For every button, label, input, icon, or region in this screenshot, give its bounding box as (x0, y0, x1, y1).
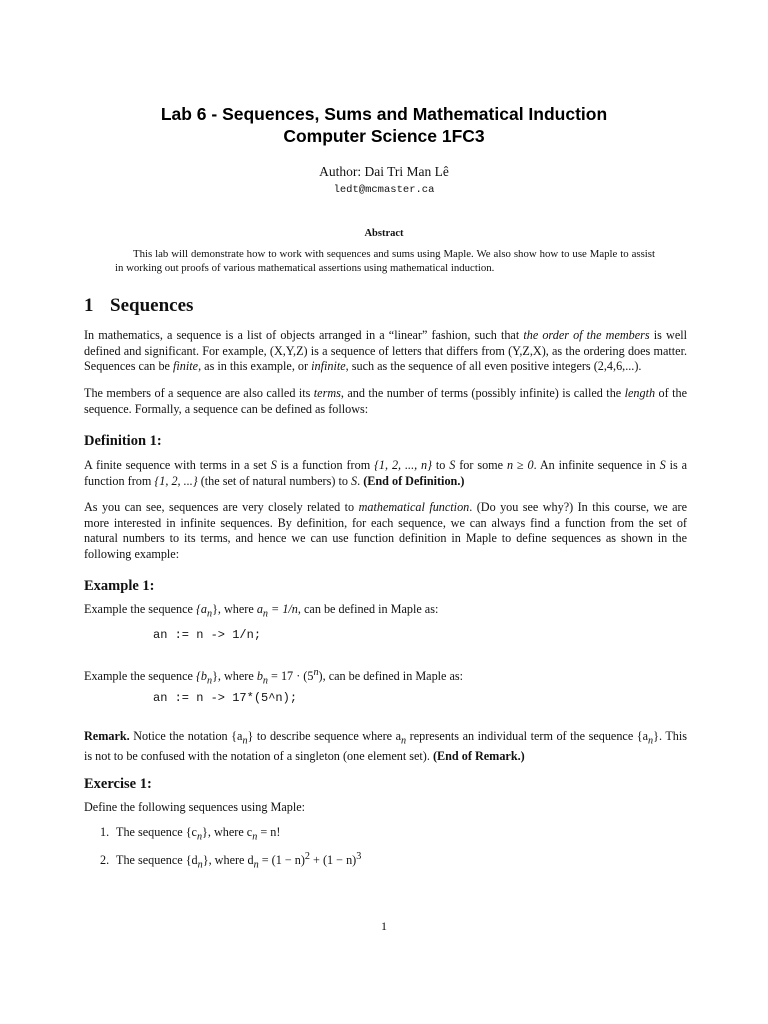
remark-label: Remark. (84, 729, 130, 743)
text: As you can see, sequences are very closely related to (84, 500, 359, 514)
text: is well defined and significant. For example, (X,Y,Z) is a sequence of letters that differs from (Y,Z,X), as the ordering does matter. Sequences can be (84, 328, 688, 373)
math: n (401, 735, 407, 747)
math: S (449, 458, 456, 472)
text: Notice the notation {a (129, 729, 243, 743)
definition-1-heading: Definition 1: (84, 433, 162, 449)
text: . (357, 473, 364, 488)
math: = n! (257, 825, 281, 839)
section-1-heading (84, 295, 193, 317)
math: n (196, 831, 203, 843)
maple-code-1: an := n -> 1/n; (153, 628, 262, 642)
math: n (262, 608, 268, 620)
text: In mathematics, a sequence is a list of objects arranged in a “linear” fashion, such that (84, 328, 524, 342)
maple-code-2: an := n -> 17*(5^n); (153, 691, 298, 705)
math: S (351, 473, 358, 488)
text: Example the sequence (84, 669, 197, 684)
text: is a function from (84, 458, 687, 488)
emphasis: the order of the members (523, 328, 650, 342)
text: }, where (212, 669, 257, 684)
text: Example the sequence (84, 602, 197, 616)
example-1-line-1 (84, 602, 687, 622)
doc-title-line1: Lab 6 - Sequences, Sums and Mathematical Induction (160, 104, 608, 124)
section-title: Sequences (110, 295, 194, 316)
text: , such as the sequence of all even positive integers (2,4,6,...). (345, 359, 642, 373)
abstract-text: This lab will demonstrate how to work with sequences and sums using Maple. We also show how to use Maple to assist in working out proofs of various mathematical assertions using mathematical induction. (115, 248, 655, 274)
math: a (256, 602, 263, 616)
text: , as in this example, or (198, 359, 312, 373)
math: {b (196, 669, 207, 684)
math: n (262, 675, 268, 687)
example-1-heading: Example 1: (84, 578, 155, 594)
text: The members of a sequence are also called its (84, 386, 314, 400)
math: {1, 2, ..., n} (374, 458, 433, 472)
remark-paragraph (84, 729, 687, 764)
text: }, where (212, 602, 257, 616)
paragraph-after-definition (84, 500, 687, 562)
math: + (1 − n) (310, 853, 357, 868)
emphasis: mathematical function (358, 500, 470, 514)
emphasis: length (624, 386, 656, 400)
math: {a (196, 602, 207, 616)
list-number: 2. (100, 853, 110, 868)
math: = (1 − n) (258, 853, 305, 868)
math: n (648, 735, 654, 747)
math: n ≥ 0 (506, 458, 534, 472)
text: , and the number of terms (possibly infinite) is called the (340, 386, 625, 400)
end-marker: (End of Definition.) (363, 473, 465, 488)
math: {1, 2, ...} (154, 473, 198, 488)
exercise-list-item (100, 849, 680, 873)
text: of the sequence. Formally, a sequence can be defined as follows: (84, 386, 687, 416)
math: = 17 · (5 (268, 669, 314, 684)
math: n (253, 859, 259, 871)
abstract-heading: Abstract (364, 228, 404, 239)
text: The sequence {c (116, 825, 197, 839)
math: S (659, 458, 666, 472)
text: }, where c (202, 825, 253, 839)
math: n (242, 735, 248, 747)
author-email: ledt@mcmaster.ca (333, 184, 435, 196)
definition-1-text (84, 458, 687, 489)
page-number: 1 (381, 919, 387, 933)
text: , can be defined in Maple as: (322, 669, 464, 684)
exercise-1-heading: Exercise 1: (84, 776, 152, 792)
text: (the set of natural numbers) to (197, 473, 351, 488)
math: n (206, 675, 213, 687)
math: ) (318, 669, 323, 684)
math: = 1/n (268, 602, 298, 616)
exercise-1-intro: Define the following sequences using Maple: (84, 800, 306, 814)
text: }, where d (202, 853, 254, 868)
section-1-paragraph-1 (84, 328, 687, 375)
text: to (432, 458, 450, 472)
text: } to describe sequence where a (247, 729, 402, 743)
math: 2 (304, 851, 310, 862)
text: for some (455, 458, 507, 472)
math: S (270, 458, 277, 472)
section-1-paragraph-2 (84, 386, 687, 417)
doc-title-line2: Computer Science 1FC3 (283, 126, 485, 146)
emphasis: terms (313, 386, 341, 400)
text: A finite sequence with terms in a set (84, 458, 271, 472)
text: , can be defined in Maple as: (297, 602, 439, 616)
math: b (256, 669, 263, 684)
math: n (252, 831, 258, 843)
section-number: 1 (84, 295, 94, 316)
list-number: 1. (100, 825, 110, 839)
math: n (206, 608, 213, 620)
text: }. This is not to be confused with the notation of a singleton (one element set). (84, 729, 688, 763)
math: 3 (356, 851, 362, 862)
text: represents an individual term of the sequence {a (406, 729, 649, 743)
text: . An infinite sequence in (533, 458, 660, 472)
math: n (197, 859, 203, 871)
end-marker: (End of Remark.) (432, 748, 525, 763)
emphasis: finite (173, 359, 199, 373)
text: is a function from (276, 458, 375, 472)
emphasis: infinite (311, 359, 346, 373)
text: The sequence {d (116, 853, 198, 868)
example-1-line-2 (84, 665, 687, 689)
math: n (313, 667, 319, 678)
text: . (Do you see why?) In this course, we are more interested in infinite sequences. By definition, for each sequence, we can always find a function from the set of natural numbers to its terms, and hence we can use function definition in Maple to define sequences as shown in the following example: (84, 500, 687, 561)
author-line: Author: Dai Tri Man Lê (319, 164, 449, 179)
exercise-list-item (100, 825, 680, 844)
